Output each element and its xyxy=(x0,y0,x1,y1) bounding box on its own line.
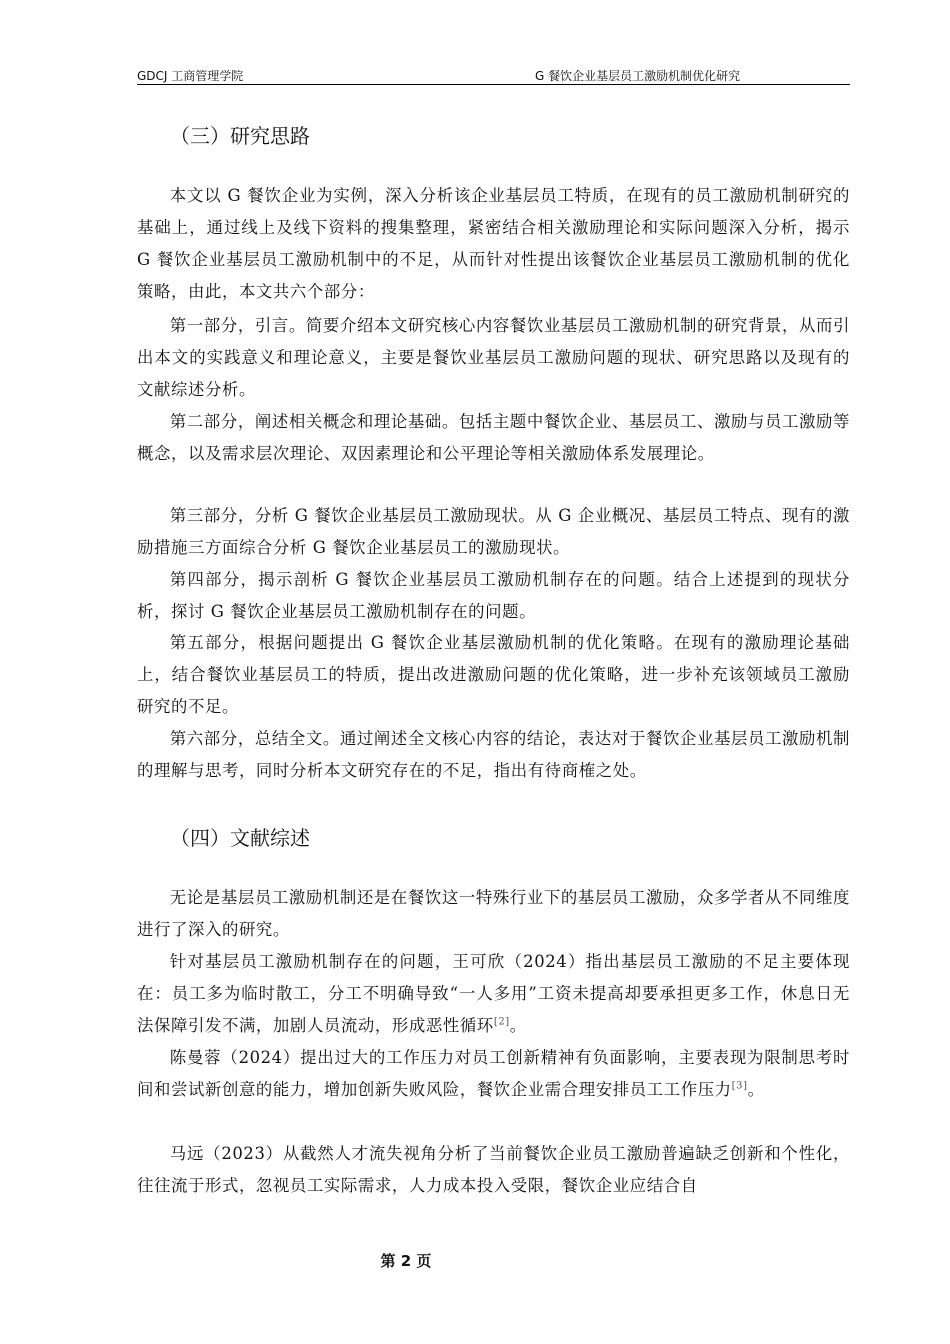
header-school: GDCJ 工商管理学院 xyxy=(137,69,244,83)
citation-ref: [2] xyxy=(493,1016,510,1028)
paragraph: 无论是基层员工激励机制还是在餐饮这一特殊行业下的基层员工激励，众多学者从不同维度进行了深入的研究。 xyxy=(137,888,850,939)
paragraph: 第四部分，揭示剖析 G 餐饮企业基层员工激励机制存在的问题。结合上述提到的现状分析，探讨 G 餐饮企业基层员工激励机制存在的问题。 xyxy=(137,570,850,621)
citation-ref: [3] xyxy=(731,1080,748,1092)
paragraph: 第六部分，总结全文。通过阐述全文核心内容的结论，表达对于餐饮企业基层员工激励机制的理解与思考，同时分析本文研究存在的不足，指出有待商榷之处。 xyxy=(137,729,850,780)
paragraph-end: 。 xyxy=(747,1080,765,1099)
paragraph: 马远（2023）从截然人才流失视角分析了当前餐饮企业员工激励普遍缺乏创新和个性化，往往流于形式，忽视员工实际需求，人力成本投入受限，餐饮企业应结合自 xyxy=(137,1144,850,1195)
page-number: 第 2 页 xyxy=(380,1252,432,1270)
paragraph-end: 。 xyxy=(509,1016,527,1035)
page-header xyxy=(137,66,850,85)
paragraph: 第二部分，阐述相关概念和理论基础。包括主题中餐饮企业、基层员工、激励与员工激励等概念，以及需求层次理论、双因素理论和公平理论等相关激励体系发展理论。 xyxy=(137,412,850,463)
paragraph: 第一部分，引言。简要介绍本文研究核心内容餐饮业基层员工激励机制的研究背景，从而引出本文的实践意义和理论意义，主要是餐饮业基层员工激励问题的现状、研究思路以及现有的文献综述分析。 xyxy=(137,316,850,399)
paragraph: 第三部分，分析 G 餐饮企业基层员工激励现状。从 G 企业概况、基层员工特点、现有的激励措施三方面综合分析 G 餐饮企业基层员工的激励现状。 xyxy=(137,506,850,557)
header-thesis-title: G 餐饮企业基层员工激励机制优化研究 xyxy=(535,69,741,83)
section-heading-research-approach: （三）研究思路 xyxy=(170,124,310,148)
paragraph-text: 针对基层员工激励机制存在的问题，王可欣（2024）指出基层员工激励的不足主要体现在：员工多为临时散工，分工不明确导致“一人多用”工资未提高却要承担更多工作，休息日无法保障引发不满，加剧人员流动，形成恶性循环 xyxy=(137,952,850,1035)
paragraph: 本文以 G 餐饮企业为实例，深入分析该企业基层员工特质，在现有的员工激励机制研究的基础上，通过线上及线下资料的搜集整理，紧密结合相关激励理论和实际问题深入分析，揭示 G 餐饮企业基层员工激励机制中的不足，从而针对性提出该餐饮企业基层员工激励机制的优化策略，由此，本文共六个部分： xyxy=(137,186,850,301)
paragraph: 第五部分，根据问题提出 G 餐饮企业基层激励机制的优化策略。在现有的激励理论基础上，结合餐饮业基层员工的特质，提出改进激励问题的优化策略，进一步补充该领域员工激励研究的不足。 xyxy=(137,633,850,716)
paragraph xyxy=(137,946,850,1042)
paragraph-text: 陈曼蓉（2024）提出过大的工作压力对员工创新精神有负面影响，主要表现为限制思考时间和尝试新创意的能力，增加创新失败风险，餐饮企业需合理安排员工工作压力 xyxy=(137,1048,850,1099)
paragraph xyxy=(137,1042,850,1106)
section-heading-literature-review: （四）文献综述 xyxy=(170,826,310,850)
